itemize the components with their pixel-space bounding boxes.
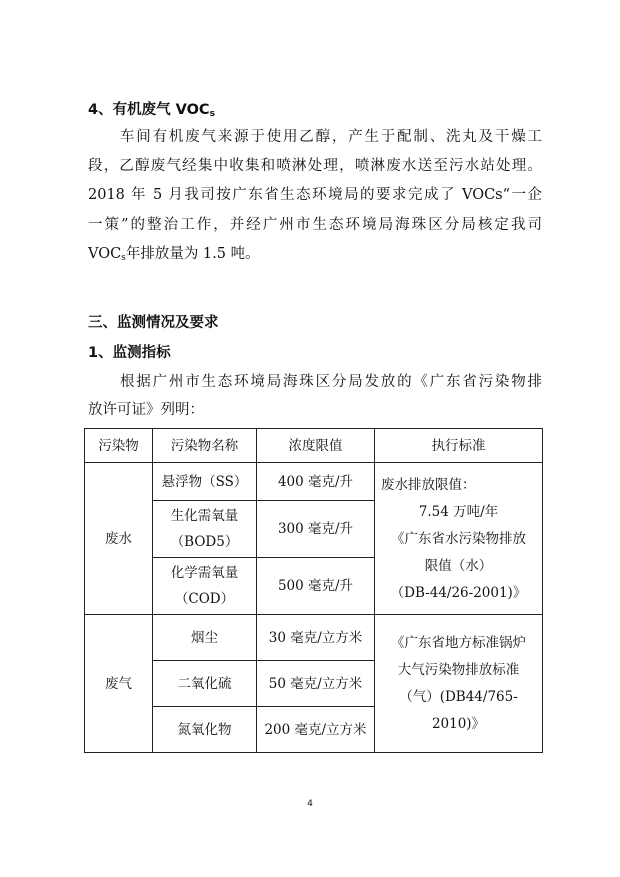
water-name-cod: 化学需氧量 （COD）	[153, 558, 257, 615]
air-limit-dust: 30 毫克/立方米	[257, 615, 375, 661]
page-number: 4	[307, 799, 313, 809]
water-limit-cod: 500 毫克/升	[257, 558, 375, 615]
water-name-bod: 生化需氧量 （BOD5）	[153, 501, 257, 558]
voc-line-3: 2018 年 5 月我司按广东省生态环境局的要求完成了 VOCs“一企	[88, 187, 542, 203]
water-category: 废水	[85, 463, 153, 615]
voc-line-5	[88, 244, 260, 268]
voc-heading-sub: s	[209, 109, 215, 119]
water-standard-line: 限值（水）	[424, 558, 493, 574]
air-category: 废气	[85, 615, 153, 753]
air-limit-so2: 50 毫克/立方米	[257, 661, 375, 707]
water-limit-ss: 400 毫克/升	[257, 463, 375, 501]
voc-last-a: VOC	[88, 246, 122, 262]
water-standard-line: 7.54 万吨/年	[418, 504, 499, 520]
voc-line-2: 段，乙醇废气经集中收集和喷淋处理，喷淋废水送至污水站处理。	[88, 158, 542, 174]
water-standard-line: （DB-44/26-2001)》	[390, 585, 527, 601]
header-standard: 执行标准	[375, 429, 543, 463]
water-limit-bod: 300 毫克/升	[257, 501, 375, 558]
voc-last-sub: s	[121, 253, 126, 263]
table-header-row	[85, 429, 543, 463]
header-limit: 浓度限值	[257, 429, 375, 463]
pollutant-table	[84, 428, 543, 753]
air-standard-line: 大气污染物排放标准	[397, 661, 520, 678]
water-standard	[375, 463, 543, 615]
water-name-ss: 悬浮物（SS）	[153, 463, 257, 501]
voc-line-4: 一策”的整治工作，并经广州市生态环境局海珠区分局核定我司	[88, 217, 542, 233]
table-row	[85, 463, 543, 501]
air-standard	[375, 615, 543, 753]
air-name-nox: 氮氧化物	[153, 707, 257, 753]
header-name: 污染物名称	[153, 429, 257, 463]
monitor-line-1: 根据广州市生态环境局海珠区分局发放的《广东省污染物排	[120, 374, 542, 390]
air-standard-line: 《广东省地方标准锅炉	[391, 634, 526, 651]
voc-heading-text: 4、有机废气 VOC	[88, 102, 210, 118]
air-name-dust: 烟尘	[153, 615, 257, 661]
table-row	[85, 615, 543, 661]
voc-last-b: 年排放量为 1.5 吨。	[125, 246, 260, 262]
water-standard-line: 《广东省水污染物排放	[391, 531, 526, 547]
voc-line-1: 车间有机废气来源于使用乙醇，产生于配制、洗丸及干燥工	[120, 129, 542, 145]
air-standard-line: （气）(DB44/765-2010)》	[399, 688, 518, 732]
monitor-line-2: 放许可证》列明：	[88, 402, 204, 418]
header-pollutant: 污染物	[85, 429, 153, 463]
section3-heading: 三、监测情况及要求	[88, 315, 219, 331]
water-standard-line: 废水排放限值：	[381, 477, 476, 493]
voc-heading	[88, 100, 215, 124]
air-name-so2: 二氧化硫	[153, 661, 257, 707]
monitor-heading: 1、监测指标	[88, 345, 171, 361]
air-limit-nox: 200 毫克/立方米	[257, 707, 375, 753]
